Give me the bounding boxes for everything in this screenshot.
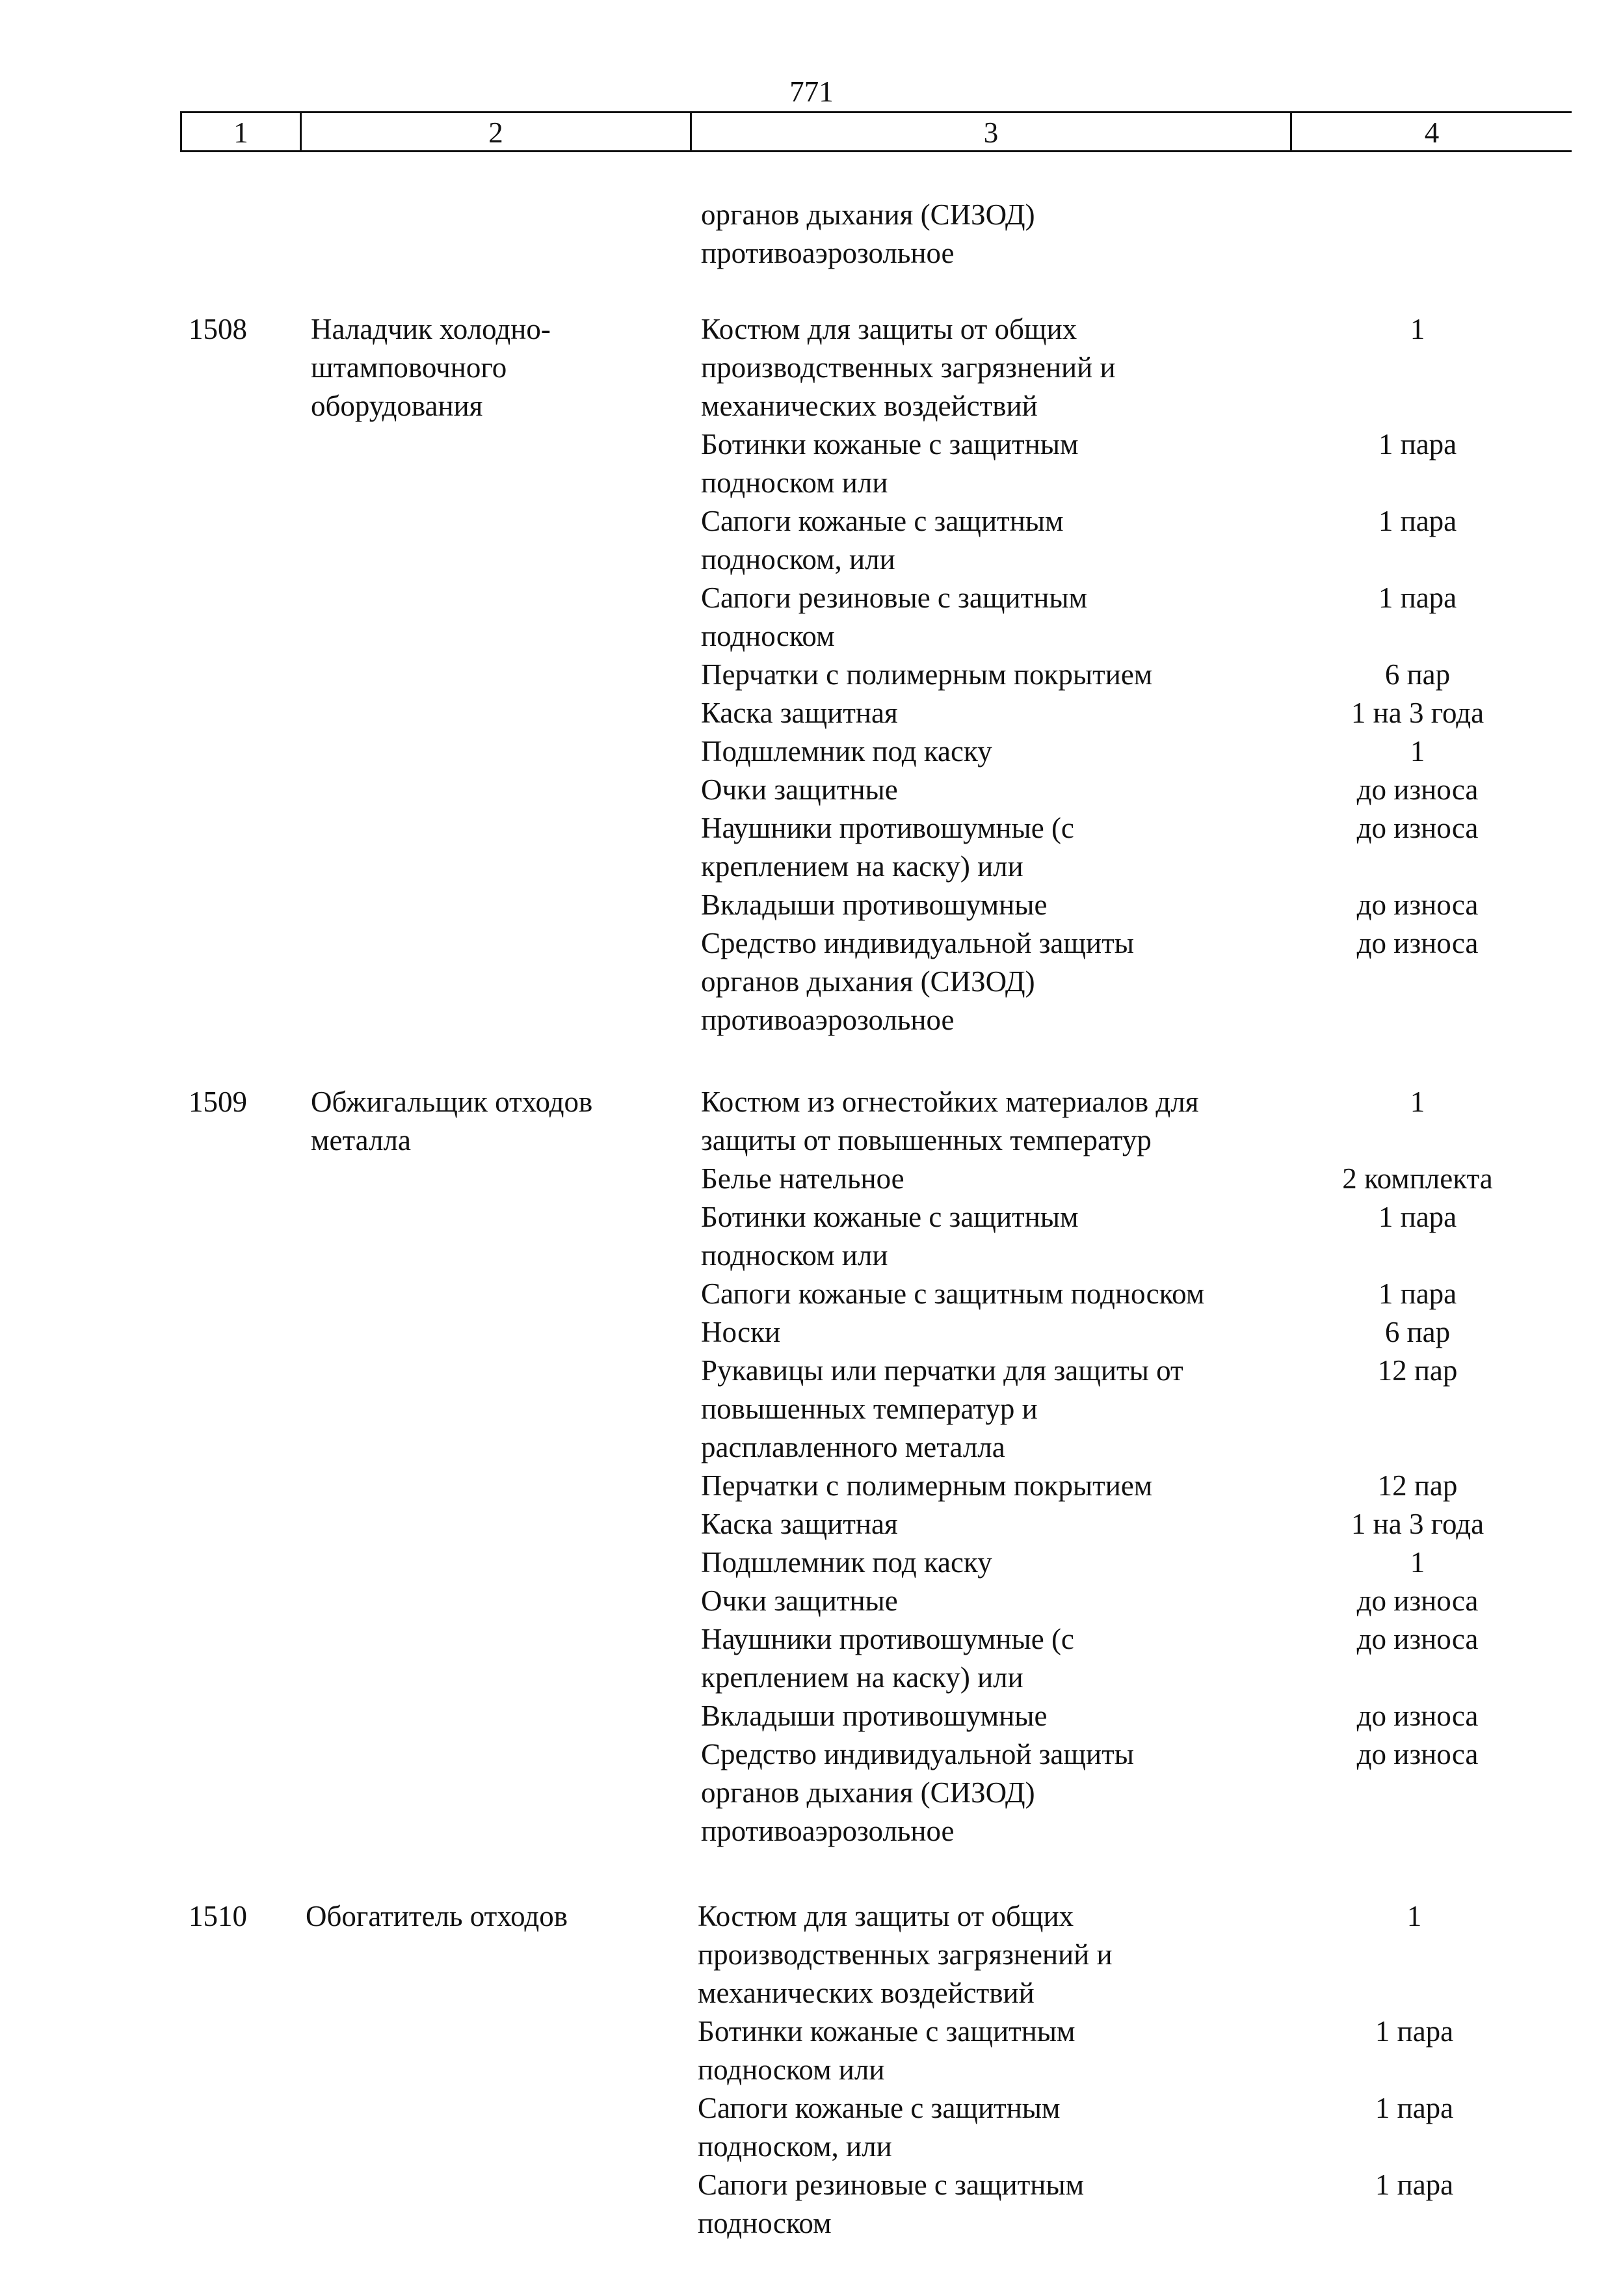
ppe-name-line: Средство индивидуальной защиты (701, 927, 1135, 959)
ppe-name-line: механических воздействий (698, 1977, 1035, 2009)
ppe-norm: 1 (1410, 1546, 1425, 1579)
ppe-item (701, 1735, 1479, 1850)
ppe-item (701, 886, 1479, 924)
ppe-name-line: противоаэрозольное (701, 1004, 955, 1036)
ppe-name-line: Наушники противошумные (с (701, 812, 1074, 844)
ppe-item (701, 502, 1457, 579)
ppe-norm: до износа (1356, 1584, 1479, 1617)
ppe-norm: 1 пара (1375, 2015, 1454, 2048)
ppe-name-line: Сапоги кожаные с защитным (701, 505, 1064, 537)
ppe-name-line: Сапоги резиновые с защитным (701, 581, 1088, 614)
ppe-norm: 12 пар (1377, 1469, 1458, 1502)
ppe-name-line: Белье нательное (701, 1162, 904, 1195)
ppe-norm: 1 пара (1375, 2169, 1454, 2201)
ppe-item (701, 1697, 1479, 1735)
ppe-name-line: производственных загрязнений и (701, 351, 1116, 384)
ppe-item (701, 1505, 1484, 1543)
ppe-name-line: креплением на каску) или (701, 850, 1023, 883)
job-title-line: металла (311, 1124, 411, 1156)
column-header-3: 3 (692, 113, 1292, 150)
job-title-line: Обжигальщик отходов (311, 1086, 593, 1118)
ppe-norm: 1 (1410, 1086, 1425, 1118)
ppe-name-line: Каска защитная (701, 1508, 898, 1540)
ppe-norm: до износа (1356, 927, 1479, 959)
ppe-norm: до износа (1356, 812, 1479, 844)
entry-number: 1509 (189, 1086, 247, 1118)
continuation-text (701, 196, 1299, 273)
ppe-name-line: Ботинки кожаные с защитным (701, 1201, 1079, 1233)
ppe-name-line: Средство индивидуальной защиты (701, 1738, 1135, 1770)
ppe-norm: 1 пара (1375, 2092, 1454, 2124)
ppe-norm: 1 на 3 года (1351, 1508, 1484, 1540)
ppe-name-line: подноском или (701, 466, 888, 499)
ppe-name-line: Каска защитная (701, 697, 898, 729)
ppe-norm: 1 пара (1378, 1201, 1457, 1233)
ppe-name-line: Ботинки кожаные с защитным (701, 428, 1079, 461)
ppe-name-line: подноском или (698, 2053, 885, 2086)
page-number: 771 (789, 75, 834, 108)
ppe-name-line: производственных загрязнений и (698, 1938, 1113, 1971)
ppe-name-line: Наушники противошумные (с (701, 1623, 1074, 1655)
ppe-item (701, 310, 1425, 425)
ppe-list (701, 310, 1484, 1039)
ppe-item (701, 1620, 1479, 1697)
ppe-norm: 1 пара (1378, 428, 1457, 461)
ppe-item (701, 1198, 1457, 1275)
ppe-norm: до износа (1356, 773, 1479, 806)
ppe-item (701, 1467, 1458, 1505)
ppe-name-line: расплавленного металла (701, 1431, 1005, 1463)
ppe-norm: 6 пар (1384, 1316, 1451, 1348)
ppe-name-line: Сапоги кожаные с защитным подноском (701, 1277, 1205, 1310)
ppe-name-line: Вкладыши противошумные (701, 1700, 1048, 1732)
ppe-name-line: механических воздействий (701, 390, 1038, 422)
ppe-item (701, 809, 1479, 886)
ppe-name-line: противоаэрозольное (701, 1815, 955, 1847)
job-title (311, 310, 675, 425)
ppe-item (701, 656, 1451, 694)
job-title (311, 1083, 675, 1160)
ppe-item (698, 2166, 1454, 2243)
ppe-name-line: защиты от повышенных температур (701, 1124, 1152, 1156)
ppe-norm: 1 (1406, 1900, 1422, 1932)
ppe-norm: 1 (1410, 313, 1425, 345)
ppe-item (698, 2089, 1454, 2166)
ppe-name-line: креплением на каску) или (701, 1661, 1023, 1694)
ppe-norm: до износа (1356, 1700, 1479, 1732)
ppe-item (701, 924, 1479, 1039)
ppe-list (701, 1083, 1493, 1850)
ppe-name-line: Рукавицы или перчатки для защиты от (701, 1354, 1183, 1387)
ppe-name-line: органов дыхания (СИЗОД) (701, 1776, 1035, 1809)
ppe-norm: 1 пара (1378, 581, 1457, 614)
job-title-line: оборудования (311, 390, 483, 422)
column-header-2: 2 (302, 113, 692, 150)
continuation-line: органов дыхания (СИЗОД) (701, 198, 1035, 231)
ppe-norm: 2 комплекта (1342, 1162, 1493, 1195)
column-header-4: 4 (1424, 116, 1440, 149)
ppe-name-line: Сапоги кожаные с защитным (698, 2092, 1061, 2124)
ppe-norm: 1 на 3 года (1351, 697, 1484, 729)
ppe-name-line: подноском (698, 2207, 832, 2239)
job-title-line: Наладчик холодно- (311, 313, 551, 345)
ppe-item (701, 732, 1425, 771)
ppe-item (701, 1275, 1457, 1313)
entry-number: 1510 (189, 1900, 247, 1932)
ppe-name-line: органов дыхания (СИЗОД) (701, 965, 1035, 998)
ppe-name-line: Очки защитные (701, 773, 898, 806)
ppe-name-line: Костюм для защиты от общих (698, 1900, 1074, 1932)
ppe-item (698, 1897, 1422, 2012)
ppe-item (701, 579, 1457, 656)
ppe-name-line: подноском, или (698, 2130, 892, 2163)
ppe-norm: 1 пара (1378, 505, 1457, 537)
ppe-name-line: Подшлемник под каску (701, 735, 992, 768)
ppe-name-line: Сапоги резиновые с защитным (698, 2169, 1085, 2201)
ppe-item (701, 1582, 1479, 1620)
job-title-line: штамповочного (311, 351, 507, 384)
ppe-item (701, 771, 1479, 809)
ppe-name-line: Вкладыши противошумные (701, 888, 1048, 921)
ppe-norm: 6 пар (1384, 658, 1451, 691)
ppe-name-line: Ботинки кожаные с защитным (698, 2015, 1075, 2048)
ppe-name-line: подноском, или (701, 543, 895, 576)
ppe-norm: 12 пар (1377, 1354, 1458, 1387)
ppe-item (701, 1543, 1425, 1582)
ppe-norm: 1 пара (1378, 1277, 1457, 1310)
entry-number: 1508 (189, 313, 247, 345)
ppe-norm: 1 (1410, 735, 1425, 768)
ppe-name-line: Перчатки с полимерным покрытием (701, 1469, 1153, 1502)
job-title-line: Обогатитель отходов (306, 1900, 568, 1932)
ppe-name-line: повышенных температур и (701, 1393, 1038, 1425)
ppe-name-line: подноском или (701, 1239, 888, 1272)
ppe-norm: до износа (1356, 1738, 1479, 1770)
job-title (306, 1897, 670, 1936)
ppe-item (701, 1160, 1493, 1198)
column-header-row (180, 111, 1572, 152)
ppe-name-line: Перчатки с полимерным покрытием (701, 658, 1153, 691)
ppe-list (698, 1897, 1454, 2243)
column-header-1: 1 (182, 113, 302, 150)
continuation-line: противоаэрозольное (701, 237, 955, 269)
ppe-norm: до износа (1356, 888, 1479, 921)
ppe-item (701, 694, 1484, 732)
ppe-item (698, 2012, 1454, 2089)
ppe-item (701, 1313, 1451, 1352)
ppe-norm: до износа (1356, 1623, 1479, 1655)
ppe-name-line: подноском (701, 620, 835, 652)
ppe-name-line: Очки защитные (701, 1584, 898, 1617)
ppe-item (701, 1083, 1425, 1160)
ppe-item (701, 1352, 1458, 1467)
ppe-name-line: Костюм из огнестойких материалов для (701, 1086, 1199, 1118)
ppe-name-line: Подшлемник под каску (701, 1546, 992, 1579)
ppe-name-line: Носки (701, 1316, 781, 1348)
ppe-name-line: Костюм для защиты от общих (701, 313, 1077, 345)
ppe-item (701, 425, 1457, 502)
